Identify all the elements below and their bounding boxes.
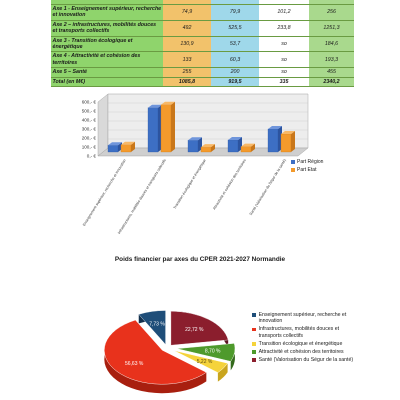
- bar: [188, 140, 198, 152]
- table-cell: 101,2: [259, 5, 309, 20]
- table-cell: so: [259, 52, 309, 67]
- legend-item-etat: [291, 166, 323, 174]
- legend-swatch: [252, 328, 256, 332]
- funding-table: [51, 0, 354, 87]
- legend-label: Part Etat: [297, 167, 317, 173]
- row-label: [51, 0, 163, 4]
- bar: [241, 147, 251, 152]
- legend-label: Attractivité et cohésion des territoires: [258, 348, 344, 355]
- table-cell: 1085,8: [163, 78, 211, 86]
- table-cell: so: [259, 37, 309, 52]
- table-cell: 2340,2: [309, 78, 354, 86]
- pie-slice-label: 7,73 %: [149, 321, 165, 328]
- table-cell: 133: [163, 52, 211, 67]
- bar: [281, 134, 291, 152]
- bar: [268, 129, 278, 152]
- legend-label: Enseignement supérieur, recherche et innovation: [258, 312, 347, 325]
- bar-side: [291, 131, 295, 152]
- table-cell: 919,5: [211, 78, 259, 86]
- x-tick-label: Enseignement supérieur, recherche et innovation: [82, 158, 127, 227]
- y-tick-label: 200,- €: [81, 135, 96, 141]
- pie-chart: [82, 296, 252, 400]
- legend-swatch: [291, 160, 295, 164]
- table-row: [51, 68, 354, 77]
- bar: [161, 105, 171, 152]
- pie-slice-label: 5,22 %: [196, 359, 213, 366]
- side-wall: [98, 94, 108, 156]
- pie-slice-label: 22,72 %: [185, 326, 204, 333]
- y-tick-label: 400,- €: [81, 117, 96, 123]
- table-cell: 256: [309, 5, 354, 20]
- legend-swatch: [252, 358, 256, 362]
- legend-swatch: [252, 350, 256, 354]
- table-cell: so: [259, 68, 309, 76]
- table-cell: 233,8: [259, 21, 309, 36]
- y-tick-label: 0,- €: [86, 153, 96, 159]
- row-label: Axe 4 - Attractivité et cohésion des territoires: [51, 52, 163, 67]
- pie-legend-item: [252, 349, 362, 355]
- pie-slice-label: 8,70 %: [204, 348, 221, 355]
- table-cell: 79,9: [211, 5, 259, 20]
- legend-label: Transition écologique et énergétique: [258, 340, 343, 347]
- table-cell: [259, 0, 309, 4]
- bar-legend: [291, 158, 323, 174]
- bar: [108, 145, 118, 152]
- row-label: Axe 5 – Santé: [51, 68, 163, 76]
- pie-legend-item: [252, 326, 362, 339]
- legend-swatch: [252, 313, 256, 317]
- table-cell: 455: [309, 68, 354, 76]
- table-row: [51, 52, 354, 68]
- bar: [121, 145, 131, 152]
- table-cell: 60,3: [211, 52, 259, 67]
- legend-swatch: [291, 168, 295, 172]
- table-cell: 74,9: [163, 5, 211, 20]
- pie-legend: [252, 312, 362, 365]
- table-cell: 53,7: [211, 37, 259, 52]
- x-tick-label: Attractivité et cohésion des territoires: [212, 158, 247, 211]
- x-tick-label: Infrastructures, mobilités douces et transports collectifs: [117, 158, 167, 235]
- table-cell: 130,9: [163, 37, 211, 52]
- legend-label: Santé (Valorisation du Ségur de la santé): [258, 356, 354, 363]
- row-label: Total (en M€): [51, 78, 163, 86]
- table-row: [51, 78, 354, 87]
- legend-label: Infrastructures, mobilités douces et transports collectifs: [258, 326, 340, 339]
- pie-legend-item: [252, 357, 362, 363]
- bar: [148, 108, 158, 152]
- pie-legend-item: [252, 341, 362, 347]
- bar: [228, 140, 238, 152]
- y-tick-label: 300,- €: [81, 126, 96, 132]
- x-tick-label: Transition écologique et énergétique: [172, 158, 207, 210]
- table-row: [51, 37, 354, 53]
- legend-label: Part Région: [297, 159, 324, 165]
- x-tick-label: Santé (Valorisation du Ségur de la santé): [248, 158, 287, 217]
- table-cell: 193,3: [309, 52, 354, 67]
- page-margin-left: [0, 0, 37, 400]
- table-cell: [211, 0, 259, 4]
- y-tick-label: 600,- €: [81, 99, 96, 105]
- bar-side: [171, 102, 175, 152]
- table-cell: 200: [211, 68, 259, 76]
- table-cell: 335: [259, 78, 309, 86]
- legend-item-region: [291, 158, 323, 166]
- y-tick-label: 500,- €: [81, 108, 96, 114]
- row-label: Axe 2 – infrastructures, mobilités douces et transports collectifs: [51, 21, 163, 36]
- row-label: Axe 1 - Enseignement supérieur, recherche et innovation: [52, 6, 162, 19]
- table-cell: 525,5: [211, 21, 259, 36]
- page-margin-right: [366, 0, 400, 400]
- table-row: [51, 21, 354, 37]
- row-label: Axe 3 - Transition écologique et énergétique: [51, 37, 163, 52]
- table-cell: 492: [163, 21, 211, 36]
- pie-legend-item: [252, 312, 362, 325]
- table-cell: 184,6: [309, 37, 354, 52]
- table-cell: 1251,3: [309, 21, 354, 36]
- bar: [201, 147, 211, 152]
- pie-chart-title: Poids financier par axes du CPER 2021-2027 Normandie: [114, 256, 286, 263]
- table-cell: [309, 0, 354, 4]
- legend-swatch: [252, 342, 256, 346]
- pie-slice-label: 56,63 %: [124, 360, 144, 367]
- table-cell: 255: [163, 68, 211, 76]
- table-row: [51, 5, 354, 21]
- y-tick-label: 100,- €: [81, 144, 96, 150]
- table-cell: [163, 0, 211, 4]
